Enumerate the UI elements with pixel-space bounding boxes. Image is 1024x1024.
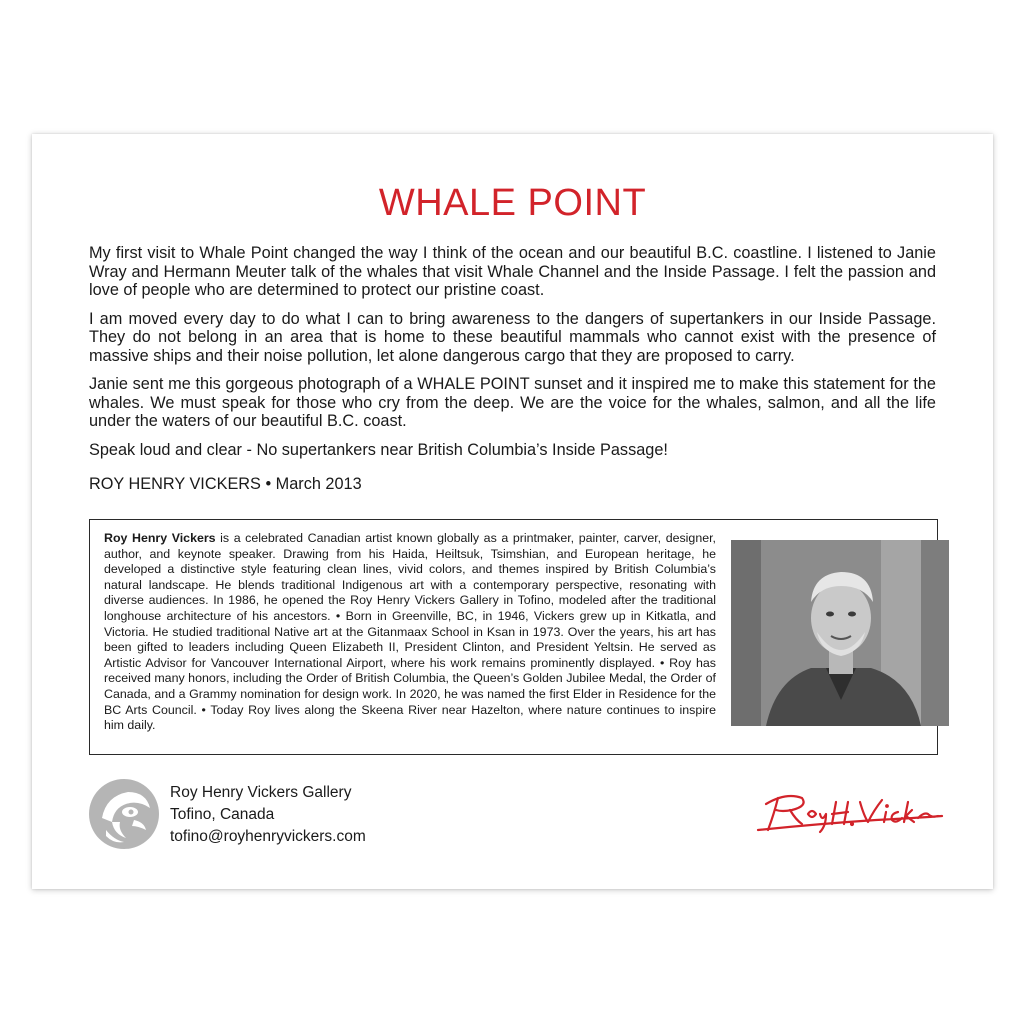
eagle-logo-icon: [88, 778, 160, 850]
gallery-contact: [170, 782, 366, 848]
artist-photo: [731, 540, 949, 726]
paragraph: Speak loud and clear - No supertankers near British Columbia’s Inside Passage!: [89, 440, 668, 459]
gallery-name: Roy Henry Vickers Gallery: [170, 784, 352, 801]
statement-body: [89, 244, 936, 504]
bio-name: Roy Henry Vickers: [104, 531, 216, 545]
signature-graphic: [756, 784, 946, 844]
document-card: [32, 134, 993, 889]
gallery-email[interactable]: tofino@royhenryvickers.com: [170, 828, 366, 845]
paragraph: My first visit to Whale Point changed the way I think of the ocean and our beautiful B.C. coastline. I listened to Janie Wray and Hermann Meuter talk of the whales that visit Whale Channel and the Inside Passage. I felt the passion and love of people who are determined to protect our pristine coast.: [89, 244, 936, 299]
bio-box: [89, 519, 938, 755]
gallery-location: Tofino, Canada: [170, 806, 275, 823]
paragraph: I am moved every day to do what I can to bring awareness to the dangers of supertankers in our Inside Passage. They do not belong in an area that is home to these beautiful mammals who cannot exist with the presence of massive ships and their noise pollution, let alone dangerous cargo that they are proposed to carry.: [89, 309, 936, 365]
bio-description: is a celebrated Canadian artist known globally as a printmaker, painter, carver, designer, author, and keynote speaker. Drawing from his Haida, Heiltsuk, Tsimshian, and European heritage, he developed a distinctive style featuring clean lines, vivid colors, and themes inspired by British Columbia’s natural landscape. He blends traditional Indigenous art with a contemporary perspective, resonating with diverse audiences. In 1986, he opened the Roy Henry Vickers Gallery in Tofino, modeled after the traditional longhouse architecture of his ancestors. • Born in Greenville, BC, in 1946, Vickers grew up in Kitkatla, and Victoria. He studied traditional Native art at the Gitanmaax School in Ksan in 1973. Over the years, his art has been gifted to leaders including Queen Elizabeth II, President Clinton, and President Yeltsin. He served as Artistic Advisor for Vancouver International Airport, where his work remains prominently displayed. • Roy has received many honors, including the Order of British Columbia, the Queen’s Golden Jubilee Medal, the Order of Canada, and a Grammy nomination for design work. In 2020, he was named the first Elder in Residence for the BC Arts Council. • Today Roy lives along the Skeena River near Hazelton, where nature continues to inspire him daily.: [104, 531, 716, 733]
bio-text: [104, 531, 716, 734]
byline: ROY HENRY VICKERS • March 2013: [89, 475, 362, 493]
paragraph: Janie sent me this gorgeous photograph of a WHALE POINT sunset and it inspired me to make this statement for the whales. We must speak for those who cry from the deep. We are the voice for the whales, salmon, and all the life under the waters of our beautiful B.C. coast.: [89, 375, 936, 430]
document-title: WHALE POINT: [378, 182, 647, 224]
